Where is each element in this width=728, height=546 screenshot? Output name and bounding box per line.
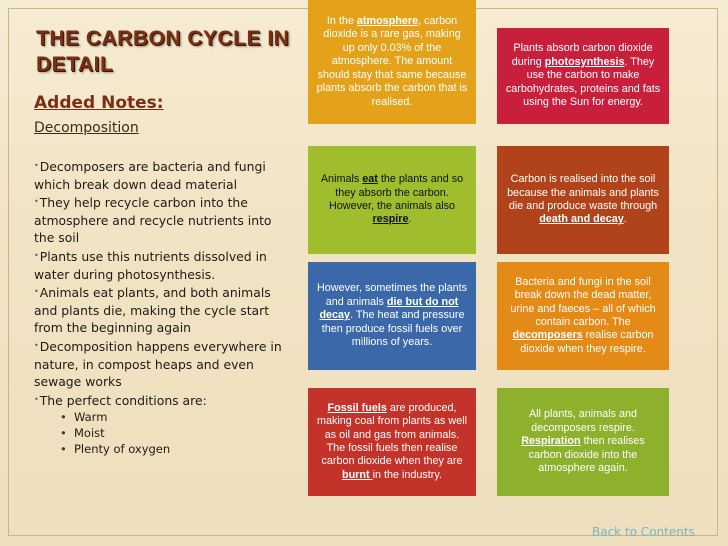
title-line-2: DETAIL	[36, 53, 114, 76]
info-box-atmosphere: In the atmosphere, carbon dioxide is a rare gas, making up only 0.03% of the atmosphere. The amount should stay that same because plants absorb the carbon that is realised.	[308, 0, 476, 124]
notes-bullet: • Plants use this nutrients dissolved in water during photosynthesis.	[34, 247, 290, 283]
info-box-decomposers: Bacteria and fungi in the soil break down the dead matter, urine and faeces – all of which contain carbon. The decomposers realise carbon dioxide when they respire.	[497, 262, 669, 370]
notes-bullet: • Decomposers are bacteria and fungi which break down dead material	[34, 157, 290, 193]
notes-topic: Decomposition	[34, 120, 139, 136]
notes-bullet: • They help recycle carbon into the atmosphere and recycle nutrients into the soil	[34, 193, 290, 247]
back-to-contents-link[interactable]: Back to Contents	[592, 525, 695, 539]
notes-bullet-list	[34, 157, 290, 457]
notes-bullet: • Animals eat plants, and both animals and plants die, making the cycle start from the beginning again	[34, 283, 290, 337]
notes-bullet: • Decomposition happens everywhere in nature, in compost heaps and even sewage works	[34, 337, 290, 391]
info-box-respiration: All plants, animals and decomposers respire. Respiration then realises carbon dioxide into the atmosphere again.	[497, 388, 669, 496]
info-box-photosynthesis: Plants absorb carbon dioxide during photosynthesis. They use the carbon to make carbohydrates, proteins and fats using the Sun for energy.	[497, 28, 669, 124]
condition-item: • Plenty of oxygen	[60, 442, 171, 457]
slide-title	[36, 26, 326, 78]
condition-item: • Warm	[60, 410, 108, 425]
condition-item: • Moist	[60, 426, 105, 441]
info-box-fossil-formation: However, sometimes the plants and animals die but do not decay. The heat and pressure then produce fossil fuels over millions of years.	[308, 262, 476, 370]
info-box-death-decay: Carbon is realised into the soil because the animals and plants die and produce waste through death and decay.	[497, 146, 669, 254]
notes-bullet: • The perfect conditions are:	[34, 391, 290, 410]
info-box-animals-eat: Animals eat the plants and so they absorb the carbon. However, the animals also respire.	[308, 146, 476, 254]
notes-heading: Added Notes:	[34, 93, 164, 113]
info-box-fossil-fuels: Fossil fuels are produced, making coal from plants as well as oil and gas from animals. The fossil fuels then realise carbon dioxide when they are burnt in the industry.	[308, 388, 476, 496]
title-line-1: THE CARBON CYCLE IN	[36, 27, 290, 50]
